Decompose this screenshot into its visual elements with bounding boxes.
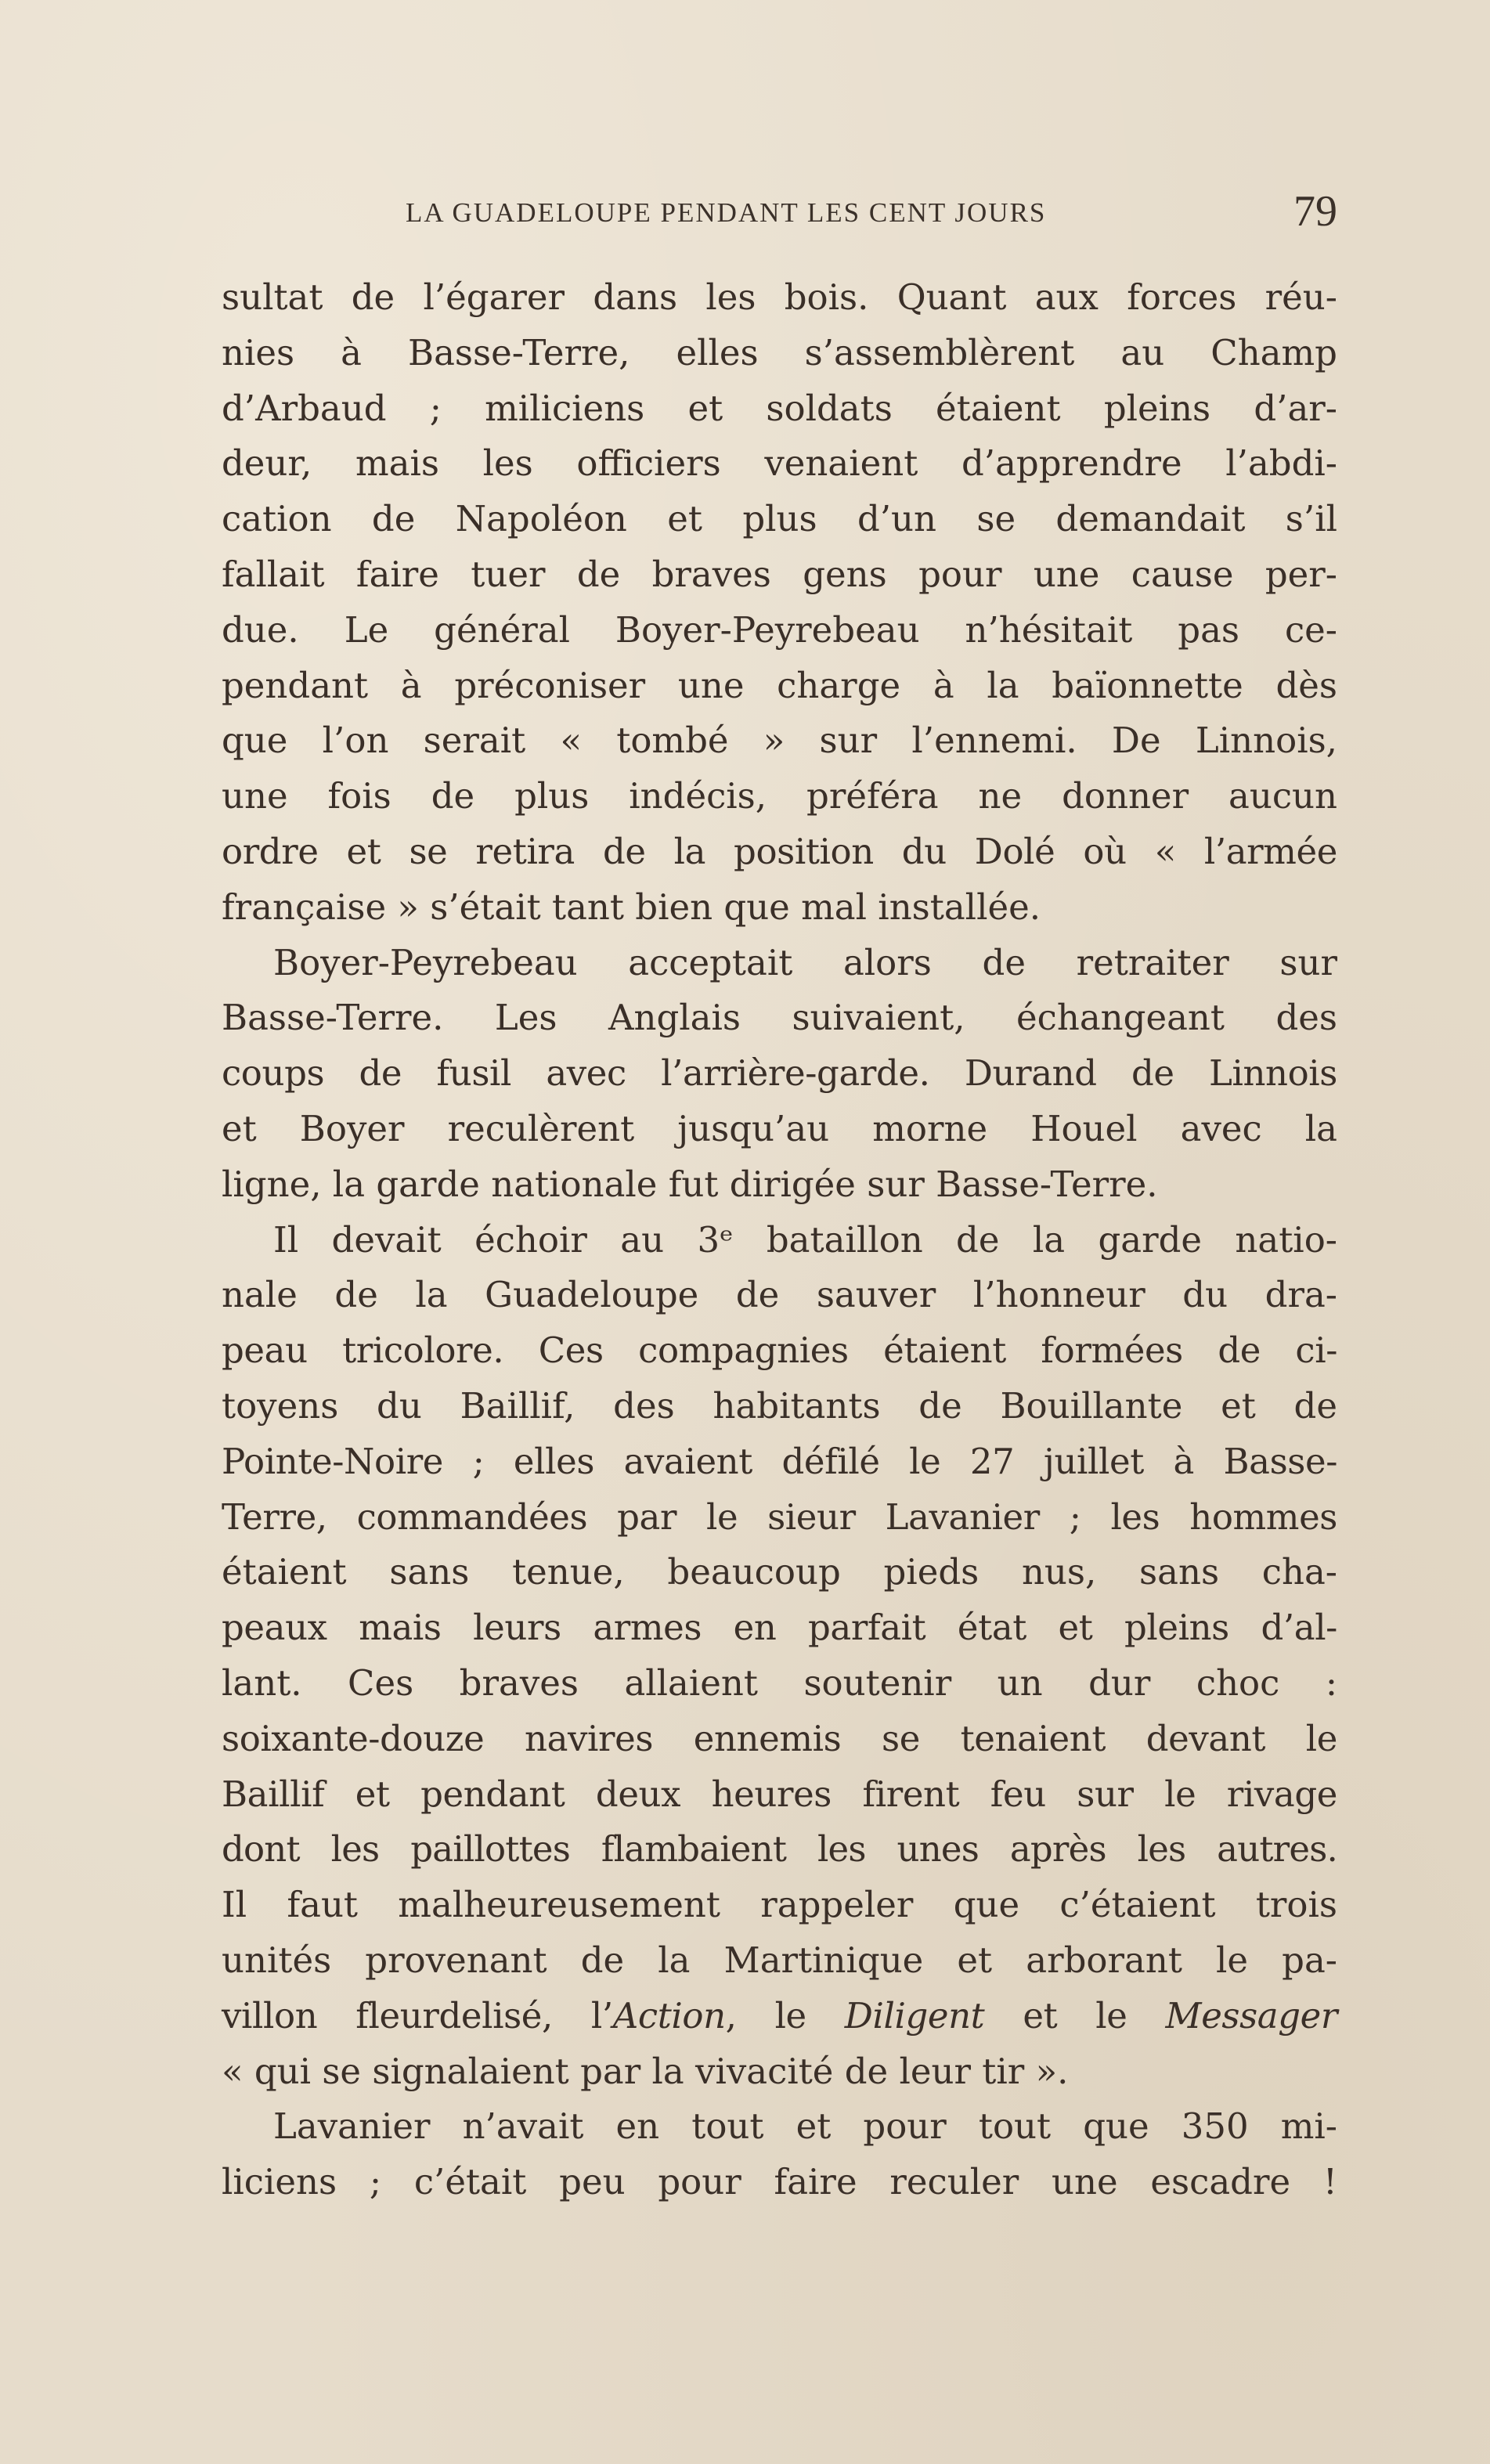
page-number: 79 — [1293, 187, 1337, 236]
paragraph-start-line: Lavanier n’avait en tout et pour tout que 350 mi- — [273, 2105, 1337, 2148]
page-header — [406, 186, 1337, 241]
text-line: pendant à préconiser une charge à la baïonnette dès — [222, 664, 1337, 706]
running-title: LA GUADELOUPE PENDANT LES CENT JOURS — [406, 197, 1047, 228]
text-line: peaux mais leurs armes en parfait état et pleins d’al- — [222, 1607, 1337, 1649]
text-line: française » s’était tant bien que mal installée. — [222, 886, 1041, 928]
text-line: ligne, la garde nationale fut dirigée sur Basse-Terre. — [222, 1163, 1158, 1205]
text-line: d’Arbaud ; miliciens et soldats étaient pleins d’ar- — [222, 387, 1337, 429]
ship-name-action: Action — [612, 1994, 726, 2036]
text-line: que l’on serait « tombé » sur l’ennemi. De Linnois, — [222, 720, 1337, 762]
text-line: dont les paillottes flambaient les unes après les autres. — [222, 1828, 1337, 1871]
text-line: coups de fusil avec l’arrière-garde. Durand de Linnois — [222, 1052, 1337, 1095]
ship-name-diligent: Diligent — [844, 1994, 985, 2036]
text-line-ships — [222, 1989, 1337, 2044]
text-line: liciens ; c’était peu pour faire reculer une escadre ! — [222, 2161, 1337, 2203]
text-fragment: et le — [984, 1994, 1166, 2036]
text-line: nies à Basse-Terre, elles s’assemblèrent au Champ — [222, 331, 1337, 373]
ship-name-messager: Messager — [1165, 1994, 1337, 2036]
text-line: une fois de plus indécis, préféra ne donner aucun — [222, 775, 1337, 817]
paragraph-start-line: Il devait échoir au 3ᵉ bataillon de la garde natio- — [273, 1218, 1337, 1261]
text-line: Terre, commandées par le sieur Lavanier ; les hommes — [222, 1495, 1337, 1538]
text-line: fallait faire tuer de braves gens pour une cause per- — [222, 553, 1337, 595]
body-text — [222, 270, 1337, 2210]
text-line: sultat de l’égarer dans les bois. Quant aux forces réu- — [222, 276, 1337, 318]
text-line: cation de Napoléon et plus d’un se demandait s’il — [222, 498, 1337, 540]
text-line: unités provenant de la Martinique et arborant le pa- — [222, 1939, 1337, 1981]
text-line: et Boyer reculèrent jusqu’au morne Houel avec la — [222, 1107, 1337, 1149]
text-line: toyens du Baillif, des habitants de Bouillante et de — [222, 1384, 1337, 1427]
text-fragment: villon fleurdelisé, l’ — [222, 1994, 613, 2036]
text-line: deur, mais les officiers venaient d’apprendre l’abdi- — [222, 442, 1337, 485]
text-line: Il faut malheureusement rappeler que c’étaient trois — [222, 1884, 1337, 1926]
text-line: étaient sans tenue, beaucoup pieds nus, sans cha- — [222, 1551, 1337, 1593]
text-line: due. Le général Boyer-Peyrebeau n’hésitait pas ce- — [222, 608, 1337, 651]
text-line: Basse-Terre. Les Anglais suivaient, échangeant des — [222, 997, 1337, 1039]
paragraph-start-line: Boyer-Peyrebeau acceptait alors de retraiter sur — [273, 941, 1337, 983]
text-line: Baillif et pendant deux heures firent feu sur le rivage — [222, 1773, 1337, 1815]
text-line: peau tricolore. Ces compagnies étaient formées de ci- — [222, 1329, 1337, 1372]
text-line: Pointe-Noire ; elles avaient défilé le 27 juillet à Basse- — [222, 1440, 1337, 1482]
text-line: « qui se signalaient par la vivacité de leur tir ». — [222, 2050, 1069, 2092]
text-line: nale de la Guadeloupe de sauver l’honneur du dra- — [222, 1274, 1337, 1316]
text-line: lant. Ces braves allaient soutenir un dur choc : — [222, 1661, 1337, 1704]
text-line: ordre et se retira de la position du Dolé où « l’armée — [222, 830, 1337, 872]
text-fragment: , le — [725, 1994, 845, 2036]
text-line: soixante-douze navires ennemis se tenaient devant le — [222, 1717, 1337, 1759]
